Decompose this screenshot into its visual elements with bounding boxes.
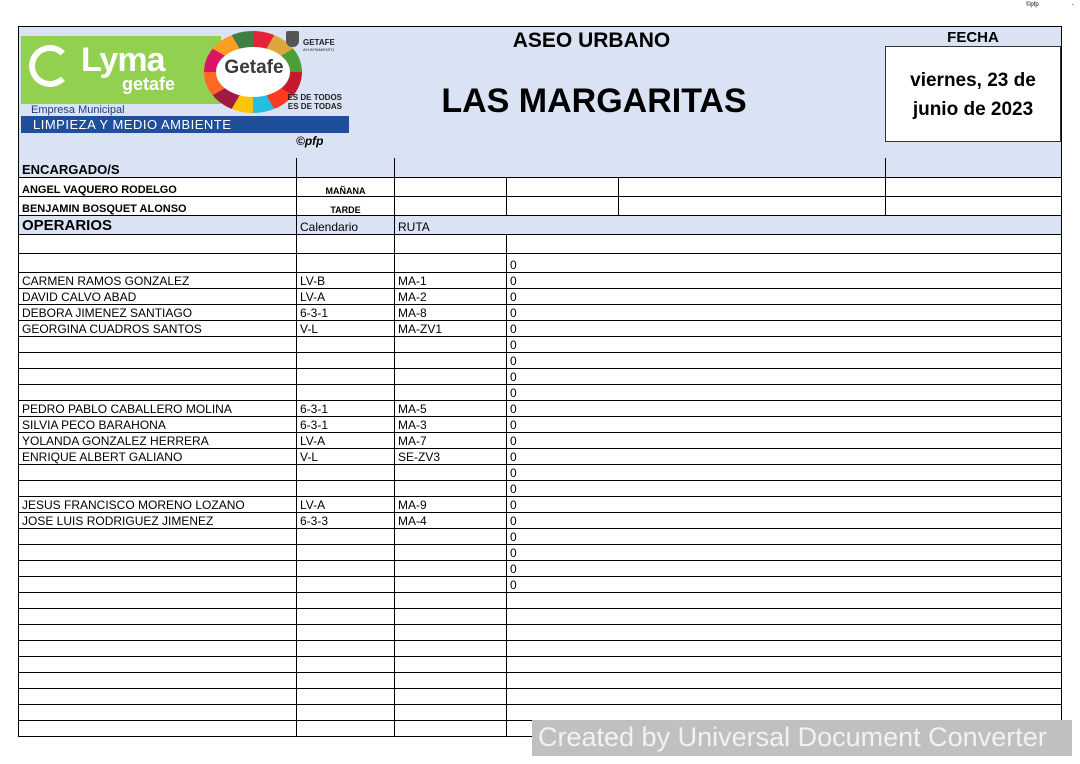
- operario-row: [19, 577, 1061, 593]
- limpieza-text: LIMPIEZA Y MEDIO AMBIENTE: [33, 117, 232, 132]
- operario-route: MA-4: [398, 514, 427, 528]
- ruta-header: RUTA: [398, 220, 430, 234]
- operario-route-cell: [395, 593, 507, 608]
- operario-name-cell: [19, 625, 297, 640]
- operarios-label-cell: [19, 216, 297, 234]
- operario-calendar-cell: [297, 641, 395, 656]
- operario-name-cell: [19, 577, 297, 592]
- operario-route-cell: [395, 641, 507, 656]
- lyma-logo-text: Lyma: [81, 41, 165, 79]
- operario-value-cell: [507, 417, 1061, 432]
- operario-row: [19, 625, 1061, 641]
- operario-name-cell: [19, 721, 297, 736]
- operario-name-cell: [19, 689, 297, 704]
- operario-value: 0: [510, 386, 517, 400]
- pfp-mark: ©pfp: [296, 134, 324, 148]
- operario-route: MA-8: [398, 306, 427, 320]
- operario-route-cell: [395, 305, 507, 320]
- encargado-blank-cell: [395, 197, 507, 215]
- operario-name-cell: [19, 273, 297, 288]
- encargados-blank-cell: [395, 158, 886, 177]
- operario-name-cell: [19, 705, 297, 720]
- operario-value: 0: [510, 450, 517, 464]
- operario-name-cell: [19, 609, 297, 624]
- operario-calendar-cell: [297, 321, 395, 336]
- operario-route-cell: [395, 254, 507, 272]
- operario-value-cell: [507, 401, 1061, 416]
- encargado-name: BENJAMIN BOSQUET ALONSO: [22, 203, 187, 215]
- operario-calendar-cell: [297, 561, 395, 576]
- lyma-getafe-text: getafe: [122, 74, 176, 94]
- operario-calendar-cell: [297, 497, 395, 512]
- operario-value-cell: [507, 337, 1061, 352]
- operario-route-cell: [395, 577, 507, 592]
- operario-route-cell: [395, 497, 507, 512]
- operario-route-cell: [395, 625, 507, 640]
- operario-name-cell: [19, 657, 297, 672]
- operario-route-cell: [395, 353, 507, 368]
- operario-name: SILVIA PECO BARAHONA: [22, 418, 166, 432]
- encargado-blank-cell: [507, 178, 619, 196]
- operario-route-cell: [395, 673, 507, 688]
- encargados-header-row: [19, 158, 1061, 178]
- operario-calendar-cell: [297, 337, 395, 352]
- operario-route: MA-1: [398, 274, 427, 288]
- operario-row: [19, 497, 1061, 513]
- operario-row: [19, 465, 1061, 481]
- operario-route-cell: [395, 465, 507, 480]
- operario-value-cell: [507, 433, 1061, 448]
- encargado-name-cell: [19, 197, 297, 215]
- corner-copyright: ©pfp: [1026, 2, 1039, 8]
- operario-row: [19, 337, 1061, 353]
- encargado-shift-cell: [297, 178, 395, 196]
- operario-value: 0: [510, 418, 517, 432]
- operario-calendar-cell: [297, 401, 395, 416]
- operario-route-cell: [395, 609, 507, 624]
- service-title: ASEO URBANO: [512, 29, 671, 52]
- operario-route-cell: [395, 369, 507, 384]
- operario-row: [19, 705, 1061, 721]
- encargado-blank-cell: [395, 178, 507, 196]
- operario-name-cell: [19, 305, 297, 320]
- operario-calendar-cell: [297, 593, 395, 608]
- operario-row: [19, 273, 1061, 289]
- operario-value-cell: [507, 609, 1061, 624]
- encargado-blank-cell: [886, 197, 1061, 215]
- operario-row: [19, 417, 1061, 433]
- calendario-header: Calendario: [300, 220, 359, 234]
- operario-value: 0: [510, 274, 517, 288]
- operario-value-cell: [507, 481, 1061, 496]
- operario-value-cell: [507, 641, 1061, 656]
- operario-calendar-cell: [297, 545, 395, 560]
- operario-value: 0: [510, 290, 517, 304]
- operario-calendar-cell: [297, 657, 395, 672]
- operario-route-cell: [395, 289, 507, 304]
- operario-row: [19, 305, 1061, 321]
- operario-value-cell: [507, 625, 1061, 640]
- operarios-header-row: [19, 216, 1061, 235]
- operario-calendar: V-L: [300, 322, 319, 336]
- fecha-value: [885, 66, 1061, 124]
- operario-calendar-cell: [297, 369, 395, 384]
- operario-name-cell: [19, 385, 297, 400]
- operario-calendar: LV-A: [300, 498, 326, 512]
- operario-calendar: LV-B: [300, 274, 326, 288]
- operario-row: [19, 289, 1061, 305]
- operario-calendar-cell: [297, 417, 395, 432]
- operario-name-cell: [19, 465, 297, 480]
- operario-value-cell: [507, 254, 1061, 272]
- operario-calendar-cell: [297, 513, 395, 528]
- encargado-blank-cell: [507, 197, 619, 215]
- ruta-header-cell: [395, 216, 1061, 234]
- operario-calendar: 6-3-1: [300, 306, 329, 320]
- operario-value-cell: [507, 545, 1061, 560]
- operario-name: JOSE LUIS RODRIGUEZ JIMENEZ: [22, 514, 214, 528]
- operario-value: 0: [510, 578, 517, 592]
- operario-name-cell: [19, 401, 297, 416]
- operario-row: [19, 385, 1061, 401]
- operario-name-cell: [19, 593, 297, 608]
- operario-calendar-cell: [297, 705, 395, 720]
- slogan: [282, 93, 342, 111]
- operario-value-cell: [507, 529, 1061, 544]
- operarios-label: OPERARIOS: [22, 217, 113, 234]
- encargado-blank-cell: [619, 197, 886, 215]
- operario-row: [19, 689, 1061, 705]
- operario-calendar-cell: [297, 625, 395, 640]
- operario-route-cell: [395, 321, 507, 336]
- operario-row: [19, 481, 1061, 497]
- encargado-name: ANGEL VAQUERO RODELGO: [22, 184, 177, 196]
- operario-route-cell: [395, 401, 507, 416]
- operario-row: [19, 369, 1061, 385]
- operario-name-cell: [19, 254, 297, 272]
- slogan-line-1: ES DE TODOS: [287, 93, 342, 102]
- operario-name: PEDRO PABLO CABALLERO MOLINA: [22, 402, 232, 416]
- operario-calendar-cell: [297, 577, 395, 592]
- operario-name-cell: [19, 641, 297, 656]
- encargado-blank-cell: [886, 178, 1061, 196]
- operario-value: 0: [510, 546, 517, 560]
- operario-value: 0: [510, 338, 517, 352]
- operario-value-cell: [507, 513, 1061, 528]
- encargados-label: ENCARGADO/S: [22, 162, 120, 177]
- operario-name-cell: [19, 289, 297, 304]
- operario-calendar-cell: [297, 609, 395, 624]
- operario-route: MA-2: [398, 290, 427, 304]
- operario-name-cell: [19, 353, 297, 368]
- operario-route-cell: [395, 337, 507, 352]
- operario-value-cell: [507, 369, 1061, 384]
- operario-row: [19, 254, 1061, 273]
- operario-value: 0: [510, 434, 517, 448]
- operario-name: DAVID CALVO ABAD: [22, 290, 137, 304]
- operario-calendar-cell: [297, 673, 395, 688]
- operario-name-cell: [19, 545, 297, 560]
- operario-route-cell: [395, 721, 507, 736]
- operario-route-cell: [395, 545, 507, 560]
- operario-calendar-cell: [297, 689, 395, 704]
- operario-value: 0: [510, 370, 517, 384]
- operario-route: SE-ZV3: [398, 450, 441, 464]
- operario-name-cell: [19, 513, 297, 528]
- operario-name: DEBORA JIMENEZ SANTIAGO: [22, 306, 193, 320]
- fecha-line-1: viernes, 23 de: [910, 70, 1036, 91]
- operario-route-cell: [395, 481, 507, 496]
- coat-of-arms-icon: [286, 31, 299, 47]
- operario-value-cell: [507, 689, 1061, 704]
- operario-name-cell: [19, 417, 297, 432]
- operario-name-cell: [19, 561, 297, 576]
- operario-row: [19, 321, 1061, 337]
- lyma-swirl-icon: [29, 45, 71, 87]
- getafe-corner-text: GETAFE: [303, 38, 335, 47]
- ayuntamiento-text: AYUNTAMIENTO: [303, 47, 335, 52]
- operario-name-cell: [19, 481, 297, 496]
- operario-route-cell: [395, 657, 507, 672]
- watermark-text: Created by Universal Document Converter: [538, 722, 1047, 752]
- operario-name-cell: [19, 369, 297, 384]
- operario-value: 0: [510, 466, 517, 480]
- operario-route-cell: [395, 561, 507, 576]
- operario-value-cell: [507, 321, 1061, 336]
- operario-name-cell: [19, 529, 297, 544]
- operario-value-cell: [507, 497, 1061, 512]
- operario-calendar-cell: [297, 235, 395, 253]
- operario-calendar-cell: [297, 529, 395, 544]
- corner-dot: -: [1072, 2, 1074, 8]
- operario-calendar-cell: [297, 449, 395, 464]
- operario-value-cell: [507, 385, 1061, 400]
- encargados-shift-cell: [297, 158, 395, 177]
- operario-calendar-cell: [297, 273, 395, 288]
- encargado-shift: MAÑANA: [325, 186, 366, 196]
- operario-name: JESUS FRANCISCO MORENO LOZANO: [22, 498, 245, 512]
- operario-row: [19, 609, 1061, 625]
- operario-name: CARMEN RAMOS GONZALEZ: [22, 274, 190, 288]
- operario-value: 0: [510, 482, 517, 496]
- fecha-line-2: junio de 2023: [912, 99, 1034, 120]
- operario-value-cell: [507, 273, 1061, 288]
- operario-calendar-cell: [297, 433, 395, 448]
- operario-route-cell: [395, 273, 507, 288]
- encargados-right-cell: [886, 158, 1061, 177]
- operario-name-cell: [19, 321, 297, 336]
- encargado-shift-cell: [297, 197, 395, 215]
- operario-row: [19, 529, 1061, 545]
- encargados-label-cell: [19, 158, 297, 177]
- operario-value: 0: [510, 258, 517, 272]
- operario-value: 0: [510, 402, 517, 416]
- operario-route: MA-3: [398, 418, 427, 432]
- empresa-municipal-text: Empresa Municipal: [31, 104, 125, 116]
- operario-row: [19, 593, 1061, 609]
- operario-calendar: 6-3-3: [300, 514, 329, 528]
- getafe-ring-text: Getafe: [224, 57, 284, 78]
- operario-calendar: LV-A: [300, 434, 326, 448]
- operario-route-cell: [395, 417, 507, 432]
- operario-route: MA-ZV1: [398, 322, 443, 336]
- operario-calendar-cell: [297, 305, 395, 320]
- operario-name-cell: [19, 235, 297, 253]
- operario-value-cell: [507, 465, 1061, 480]
- operario-value: 0: [510, 562, 517, 576]
- operario-value: 0: [510, 354, 517, 368]
- operario-name-cell: [19, 433, 297, 448]
- operario-value-cell: [507, 235, 1061, 253]
- operario-name-cell: [19, 497, 297, 512]
- encargado-row: [19, 178, 1061, 197]
- operario-row: [19, 545, 1061, 561]
- operario-calendar-cell: [297, 353, 395, 368]
- operario-value-cell: [507, 449, 1061, 464]
- operario-calendar-cell: [297, 289, 395, 304]
- operario-row: [19, 513, 1061, 529]
- operario-calendar: LV-A: [300, 290, 326, 304]
- operario-route-cell: [395, 705, 507, 720]
- operario-row: [19, 433, 1061, 449]
- operario-row: [19, 353, 1061, 369]
- operario-value-cell: [507, 577, 1061, 592]
- sheet-header: [19, 27, 1061, 159]
- operario-row: [19, 401, 1061, 417]
- slogan-line-2: ES DE TODAS: [287, 102, 342, 111]
- operario-row: [19, 561, 1061, 577]
- operario-calendar-cell: [297, 385, 395, 400]
- operario-name-cell: [19, 449, 297, 464]
- encargado-blank-cell: [619, 178, 886, 196]
- operario-value: 0: [510, 322, 517, 336]
- operario-value-cell: [507, 289, 1061, 304]
- operario-route-cell: [395, 513, 507, 528]
- place-title: LAS MARGARITAS: [441, 82, 747, 120]
- operario-route: MA-7: [398, 434, 427, 448]
- schedule-sheet: [18, 26, 1062, 737]
- operario-calendar-cell: [297, 481, 395, 496]
- operario-value-cell: [507, 305, 1061, 320]
- operario-value-cell: [507, 561, 1061, 576]
- operario-route-cell: [395, 433, 507, 448]
- operario-value: 0: [510, 498, 517, 512]
- operario-value-cell: [507, 705, 1061, 720]
- operario-value-cell: [507, 353, 1061, 368]
- operario-route-cell: [395, 529, 507, 544]
- operario-value: 0: [510, 514, 517, 528]
- operario-calendar: 6-3-1: [300, 418, 329, 432]
- operario-row: [19, 449, 1061, 465]
- operario-name-cell: [19, 337, 297, 352]
- operario-value-cell: [507, 657, 1061, 672]
- operario-calendar: 6-3-1: [300, 402, 329, 416]
- operario-value-cell: [507, 593, 1061, 608]
- operario-route-cell: [395, 449, 507, 464]
- encargado-shift: TARDE: [330, 205, 361, 215]
- operario-name: ENRIQUE ALBERT GALIANO: [22, 450, 183, 464]
- operario-row: [19, 673, 1061, 689]
- fecha-label: FECHA: [947, 29, 999, 46]
- encargado-name-cell: [19, 178, 297, 196]
- operario-name: GEORGINA CUADROS SANTOS: [22, 322, 202, 336]
- operario-value: 0: [510, 530, 517, 544]
- operario-value: 0: [510, 306, 517, 320]
- operario-route-cell: [395, 689, 507, 704]
- operario-value-cell: [507, 673, 1061, 688]
- operario-row: [19, 641, 1061, 657]
- operario-route-cell: [395, 385, 507, 400]
- operario-calendar-cell: [297, 465, 395, 480]
- operario-calendar: V-L: [300, 450, 319, 464]
- operario-row: [19, 657, 1061, 673]
- operario-row: [19, 235, 1061, 254]
- operario-calendar-cell: [297, 254, 395, 272]
- encargado-row: [19, 197, 1061, 216]
- calendario-header-cell: [297, 216, 395, 234]
- operario-calendar-cell: [297, 721, 395, 736]
- operario-route: MA-5: [398, 402, 427, 416]
- operario-name: YOLANDA GONZALEZ HERRERA: [22, 434, 209, 448]
- operario-route-cell: [395, 235, 507, 253]
- operario-name-cell: [19, 673, 297, 688]
- operario-route: MA-9: [398, 498, 427, 512]
